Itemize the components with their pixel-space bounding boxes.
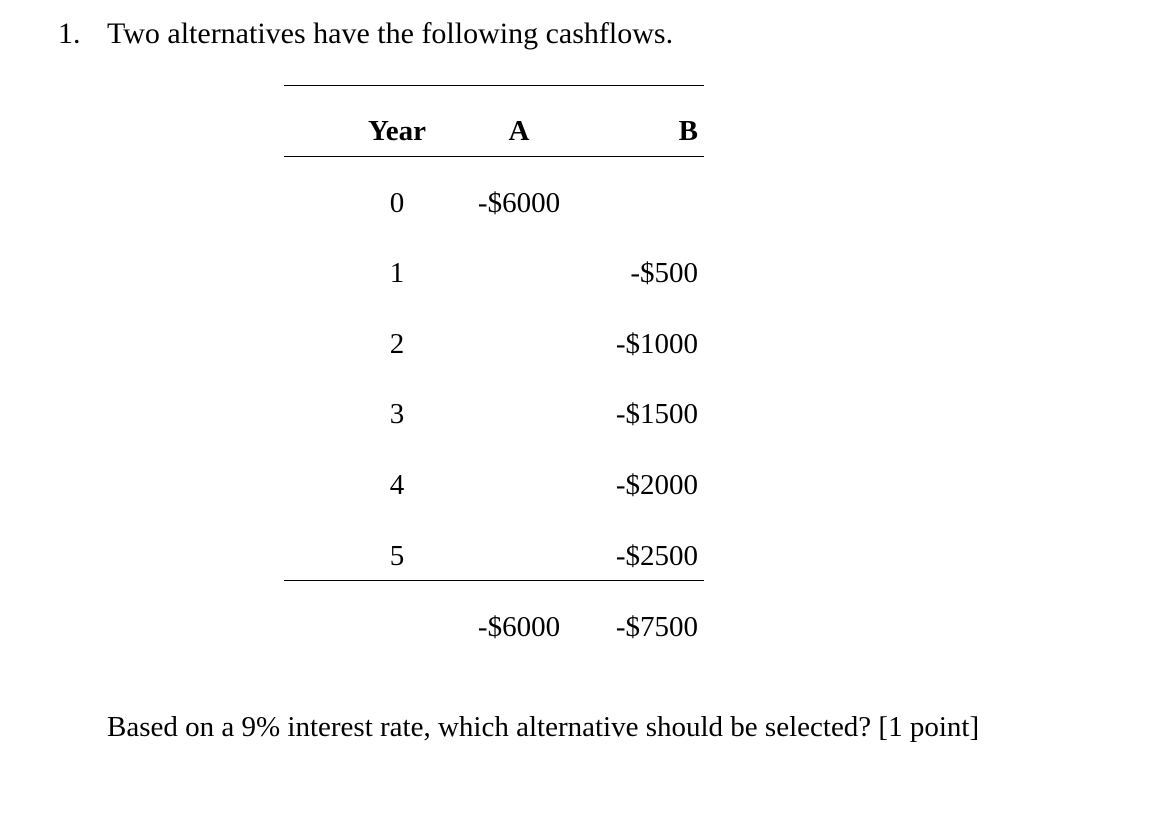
- question-number: 1.: [58, 17, 81, 50]
- table-row-b: -$2500: [615, 540, 698, 572]
- table-header-rule: [284, 156, 704, 157]
- table-row-b: -$1000: [615, 328, 698, 360]
- header-year: Year: [368, 115, 426, 147]
- table-row-b: -$2000: [615, 469, 698, 501]
- table-row-year: 3: [389, 398, 405, 430]
- question-prompt: Based on a 9% interest rate, which alternative should be selected? [1 point]: [107, 711, 980, 743]
- table-top-rule: [284, 85, 704, 86]
- question-text: Two alternatives have the following cashflows.: [107, 17, 674, 50]
- table-row-year: 2: [389, 328, 405, 360]
- header-a: A: [508, 115, 530, 147]
- total-b: -$7500: [615, 611, 698, 643]
- total-a: -$6000: [477, 611, 561, 643]
- table-row-year: 0: [389, 187, 405, 219]
- table-row-year: 1: [389, 257, 405, 289]
- question-line: [58, 14, 673, 54]
- table-row-year: 5: [389, 540, 405, 572]
- table-bottom-rule: [284, 580, 704, 581]
- table-row-b: -$1500: [615, 398, 698, 430]
- table-row-a: -$6000: [477, 187, 561, 219]
- table-row-year: 4: [389, 469, 405, 501]
- header-b: B: [678, 115, 698, 147]
- table-row-b: -$500: [630, 257, 698, 289]
